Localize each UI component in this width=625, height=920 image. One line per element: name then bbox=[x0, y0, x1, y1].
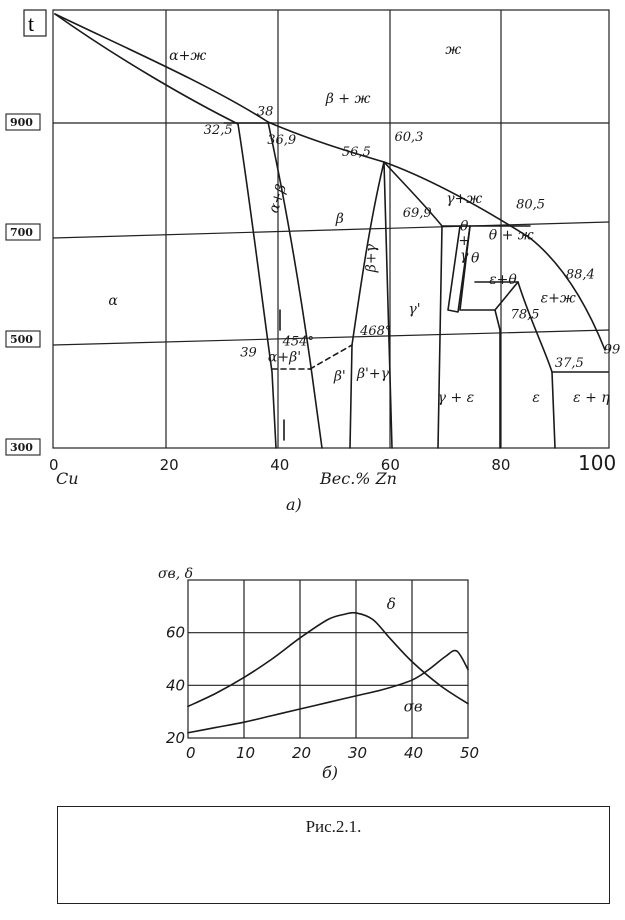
phase-label-4: β bbox=[335, 211, 344, 228]
y-tick-label-500: 500 bbox=[10, 333, 33, 346]
mech-x-ticks bbox=[186, 744, 479, 762]
point-label-4: 60,3 bbox=[394, 130, 424, 146]
point-label-0: 38 bbox=[256, 104, 274, 120]
y-axis-symbol: t bbox=[28, 11, 35, 36]
caption-box bbox=[57, 806, 610, 904]
mech-x-tick-40: 40 bbox=[404, 744, 424, 762]
figure-caption: Рис.2.1. bbox=[305, 817, 362, 836]
x-element-label: Cu bbox=[56, 469, 79, 488]
point-label-1: 32,5 bbox=[203, 123, 233, 138]
phase-panel-label: а) bbox=[286, 495, 302, 514]
phase-label-10: + bbox=[458, 232, 471, 249]
beta-left-boundary bbox=[265, 122, 322, 448]
point-label-5: 80,5 bbox=[516, 197, 546, 213]
phase-label-21: ε + η bbox=[573, 390, 610, 407]
beta-right-boundary bbox=[350, 162, 384, 448]
epsilon-left-boundary bbox=[495, 310, 500, 448]
ordering-line-468 bbox=[310, 345, 352, 369]
phase-label-9: θ bbox=[460, 218, 469, 235]
phase-label-8: θ bbox=[471, 250, 480, 267]
x-tick-label-80: 80 bbox=[491, 456, 511, 474]
mech-y-tick-40: 40 bbox=[166, 676, 186, 695]
phase-label-3: α+β bbox=[265, 182, 291, 216]
mech-series bbox=[188, 595, 468, 733]
phase-label-16: α+β' bbox=[267, 349, 302, 366]
phase-label-12: ε+θ bbox=[489, 271, 517, 288]
phase-label-11: γ bbox=[460, 247, 469, 264]
phase-label-0: α+ж bbox=[169, 48, 207, 65]
mech-panel-label: б) bbox=[322, 763, 339, 782]
phase-label-15: γ' bbox=[408, 301, 421, 318]
alpha-solvus-line bbox=[238, 124, 276, 448]
phase-label-6: γ+ж bbox=[446, 190, 483, 207]
mech-y-tick-60: 60 bbox=[166, 623, 186, 642]
phase-label-1: ж bbox=[445, 41, 462, 58]
x-tick-label-100: 100 bbox=[578, 451, 617, 475]
phase-diagram bbox=[6, 10, 620, 514]
mech-x-tick-10: 10 bbox=[236, 744, 256, 762]
x-tick-label-40: 40 bbox=[270, 456, 290, 474]
phase-label-20: ε bbox=[532, 390, 540, 407]
point-label-6: 69,9 bbox=[402, 206, 432, 222]
point-label-7: 88,4 bbox=[565, 267, 595, 283]
point-label-12: 454° bbox=[282, 334, 314, 350]
phase-label-13: ε+ж bbox=[540, 290, 576, 307]
liquidus-line bbox=[55, 14, 605, 350]
y-tick-label-300: 300 bbox=[10, 441, 33, 454]
point-label-13: 468° bbox=[360, 324, 392, 340]
series-line-1 bbox=[188, 651, 468, 733]
mech-y-ticks bbox=[166, 624, 185, 747]
alpha-solidus-line bbox=[55, 14, 238, 124]
x-tick-label-60: 60 bbox=[380, 456, 400, 474]
phase-label-19: γ + ε bbox=[437, 390, 475, 407]
x-tick-label-0: 0 bbox=[49, 456, 59, 474]
mech-grid bbox=[188, 580, 468, 738]
mech-chart-frame bbox=[188, 580, 468, 738]
point-label-10: 99 bbox=[603, 342, 621, 358]
phase-label-7: θ + ж bbox=[488, 227, 534, 244]
phase-label-14: β+γ bbox=[363, 244, 380, 273]
point-label-9: 37,5 bbox=[554, 356, 584, 371]
phase-label-5: α bbox=[108, 293, 118, 310]
mech-x-tick-30: 30 bbox=[348, 744, 368, 762]
y-tick-label-700: 700 bbox=[10, 226, 33, 239]
series-label-1: σв bbox=[403, 697, 423, 716]
phase-y-ticks bbox=[6, 114, 40, 455]
phase-grid-y500 bbox=[53, 330, 609, 345]
point-label-2: 36,9 bbox=[267, 132, 297, 148]
phase-label-17: β' bbox=[333, 368, 346, 385]
y-tick-label-900: 900 bbox=[10, 116, 33, 129]
series-line-0 bbox=[188, 613, 468, 707]
phase-label-18: β'+γ bbox=[356, 365, 389, 382]
mech-y-tick-20: 20 bbox=[166, 729, 186, 747]
mech-x-tick-20: 20 bbox=[292, 744, 312, 762]
gamma-left-boundary bbox=[384, 162, 392, 448]
point-label-11: 39 bbox=[240, 345, 257, 361]
x-tick-label-20: 20 bbox=[159, 456, 179, 474]
mech-x-tick-0: 0 bbox=[186, 744, 196, 762]
mechanical-properties-chart bbox=[158, 566, 479, 782]
mech-x-tick-50: 50 bbox=[460, 744, 480, 762]
point-label-8: 78,5 bbox=[510, 307, 540, 323]
series-label-0: δ bbox=[386, 594, 396, 613]
point-label-3: 56,5 bbox=[341, 145, 371, 160]
phase-label-2: β + ж bbox=[325, 90, 371, 107]
phase-x-axis-label: Вес.% Zn bbox=[320, 469, 397, 488]
mech-y-axis-label: σв, δ bbox=[158, 566, 194, 582]
